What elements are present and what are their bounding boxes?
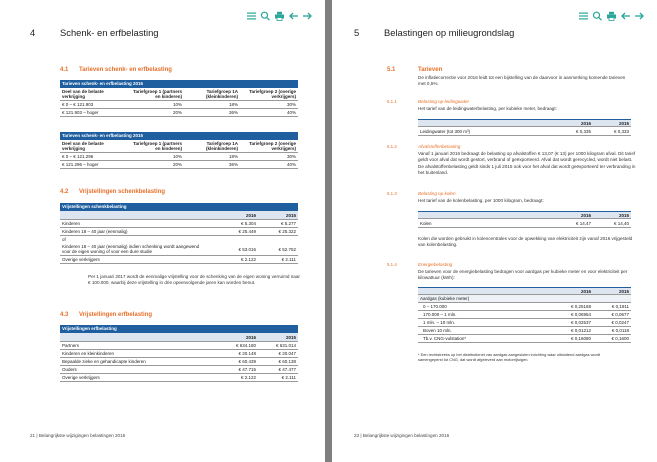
section-title: Vrijstellingen erfbelasting	[79, 312, 153, 318]
chapter-title: Schenk- en erfbelasting	[60, 27, 159, 38]
subsection-number: 5.1.4	[387, 262, 397, 267]
left-page	[0, 0, 325, 462]
table-row: Partners € 634.180 € 631.014	[62, 343, 296, 348]
table-row: Tb.v. CNG-vulstation* € 0,16080 € 0,1600	[418, 335, 631, 343]
table-row: Overige verkrijgers € 2.122 € 2.111	[62, 375, 296, 380]
table-header-row: 2016 2015	[60, 211, 298, 220]
table-row: 1 mln. – 10 mln. € 0,02537 € 0,0247	[418, 319, 631, 327]
subsection-title: Belasting op leidingwater	[418, 99, 470, 104]
toolbar	[578, 11, 645, 21]
table-row: Kinderen en kleinkinderen € 20.148 € 20.047	[62, 351, 296, 356]
table-row: Leidingwater (tot 300 m³) € 0,335 € 0,333	[418, 127, 631, 136]
tariff-table-2015	[60, 132, 298, 169]
right-page	[332, 0, 657, 462]
erf-exemptions-table	[60, 325, 298, 382]
page-footer: 21 | Belangrijkste wijzigingen belastingen 2016	[30, 433, 126, 438]
table-title: Tarieven schenk- en erfbelasting 2015	[60, 132, 298, 140]
table-row: 0 – 170.000 € 0,25168 € 0,1911	[418, 303, 631, 311]
section-title: Vrijstellingen schenkbelasting	[79, 189, 166, 195]
chapter-number: 4	[30, 27, 36, 38]
subsection-number: 5.1.3	[387, 191, 397, 196]
print-icon[interactable]	[606, 11, 617, 21]
table-subheader-row: Aardgas (kubieke meter)	[418, 295, 631, 303]
page-footer: 23 | Belangrijkste wijzigingen belastingen 2016	[354, 433, 450, 438]
table-header-row: 2016 2015	[60, 333, 298, 342]
table-row: € 121.296 – hoger 20% 36% 40%	[62, 162, 296, 167]
toolbar	[246, 11, 313, 21]
back-icon[interactable]	[620, 11, 631, 21]
table-title: Vrijstellingen erfbelasting	[60, 325, 298, 333]
chapter-number: 5	[354, 27, 360, 38]
inflation-paragraph: De inflatiecorrectie voor 2016 leidt tot een bijstelling van de daarvoor in aanmerking komende tarieven met 0,5%.	[418, 75, 626, 87]
forward-icon[interactable]	[302, 11, 313, 21]
coal-tax-table	[418, 211, 631, 228]
print-icon[interactable]	[274, 11, 285, 21]
table-title: Tarieven schenk- en erfbelasting 2016	[60, 80, 298, 88]
coal-exemption-paragraph: Kolen die worden gebruikt in kolencentrales voor de opwekking van elektriciteit zijn vanaf 2016 vrijgesteld van kolenbelasting.	[418, 236, 633, 248]
table-header-row: 2016 2015	[418, 287, 631, 295]
waste-paragraph: Vanaf 1 januari 2016 bedraagt de belasting op afvalstoffen € 13,07 (€ 13) per 1000 kilogram afval. Dit tarief geldt voor afval dat wordt gestort, verbrand of geëxporteerd. Afval dat wordt gerecycled, wordt niet belast. De afvalstoffenbelasting geldt sinds 1 juli 2015 ook voor het afval dat wordt geëxporteerd ter verbranding in het buitenland.	[418, 151, 636, 175]
water-paragraph: Het tarief van de leidingwaterbelasting, per kubieke meter, bedraagt:	[418, 106, 557, 111]
table-row: Bepaalde zieke en gehandicapte kinderen € 60.439 € 60.138	[62, 359, 296, 364]
forward-icon[interactable]	[634, 11, 645, 21]
search-icon[interactable]	[592, 11, 603, 21]
footnote: * Een rechtstreeks op het distributienet van aardgas aangesloten inrichting waar uitsluitend aardgas wordt samengeperst tot CNG, dat wordt afgeleverd aan motorrijtuigen.	[418, 352, 601, 363]
section-number: 4.1	[60, 67, 69, 73]
table-title: Vrijstellingen schenkbelasting	[60, 203, 298, 211]
water-tax-table	[418, 119, 631, 136]
table-row: Boven 10 mln. € 0,01212 € 0,0118	[418, 327, 631, 335]
menu-icon[interactable]	[578, 11, 589, 21]
table-row: Ouders € 47.715 € 47.477	[62, 367, 296, 372]
subsection-number: 5.1.2	[387, 144, 397, 149]
schenk-exemptions-table	[60, 203, 298, 264]
section-number: 4.3	[60, 312, 69, 318]
search-icon[interactable]	[260, 11, 271, 21]
table-row: € 121.903 – hoger 20% 36% 40%	[62, 110, 296, 115]
section-title: Tarieven	[418, 67, 443, 73]
table-header-row: 2016 2015	[418, 119, 631, 127]
chapter-title: Belastingen op milieugrondslag	[384, 27, 515, 38]
menu-icon[interactable]	[246, 11, 257, 21]
exemption-note-paragraph: Per 1 januari 2017 wordt de eenmalige vrijstelling voor de schenking van de eigen woning verruimd naar € 100.000, waarbij deze vrijstelling in drie opeenvolgende jaren kan worden benut.	[88, 274, 300, 286]
table-header-row: Deel van de belaste verkrijging Tariefgroep 1 (partners en kinderen) Tariefgroep 1A (kleinkinderen) Tariefgroep 2 (overige verkrijgers)	[62, 89, 296, 99]
energy-tax-table	[418, 287, 631, 343]
table-row: Kinderen € 5.304 € 5.277	[62, 221, 296, 226]
coal-paragraph: Het tarief van de kolenbelasting, per 1000 kilogram, bedraagt:	[418, 198, 544, 203]
table-row: Overige verkrijgers € 2.122 € 2.111	[62, 257, 296, 262]
table-row: Kinderen 18 – 40 jaar (eenmalig) € 25.449 € 25.322	[62, 229, 296, 234]
back-icon[interactable]	[288, 11, 299, 21]
tariff-table-2016	[60, 80, 298, 117]
table-header-row: 2016 2015	[418, 211, 631, 219]
subsection-title: Afvalstoffenbelasting	[418, 144, 461, 149]
table-row: Kinderen 18 – 40 jaar (eenmalig) indien schenking wordt aangewend voor de eigen woning of voor een dure studie € 53.016 € 52.752	[62, 243, 296, 254]
table-row: € 0 – € 121.296 10% 18% 30%	[62, 154, 296, 159]
subsection-number: 5.1.1	[387, 99, 397, 104]
energy-paragraph: De tarieven voor de energiebelasting bedragen voor aardgas per kubieke meter en voor elektriciteit per kilowattuur (kWh):	[418, 269, 628, 281]
section-number: 4.2	[60, 189, 69, 195]
table-row: of	[62, 237, 66, 242]
subsection-title: Belasting op kolen	[418, 191, 456, 196]
subsection-title: Energiebelasting	[418, 262, 453, 267]
table-row: € 0 – € 121.903 10% 18% 30%	[62, 102, 296, 107]
section-title: Tarieven schenk- en erfbelasting	[79, 67, 172, 73]
table-row: Kolen € 14,47 € 14,40	[418, 219, 631, 228]
section-number: 5.1	[387, 67, 396, 73]
table-row: 170.000 – 1 mln. € 0,06954 € 0,0677	[418, 311, 631, 319]
table-header-row: Deel van de belaste verkrijging Tariefgroep 1 (partners en kinderen) Tariefgroep 1A (kleinkinderen) Tariefgroep 2 (overige verkrijgers)	[62, 141, 296, 151]
